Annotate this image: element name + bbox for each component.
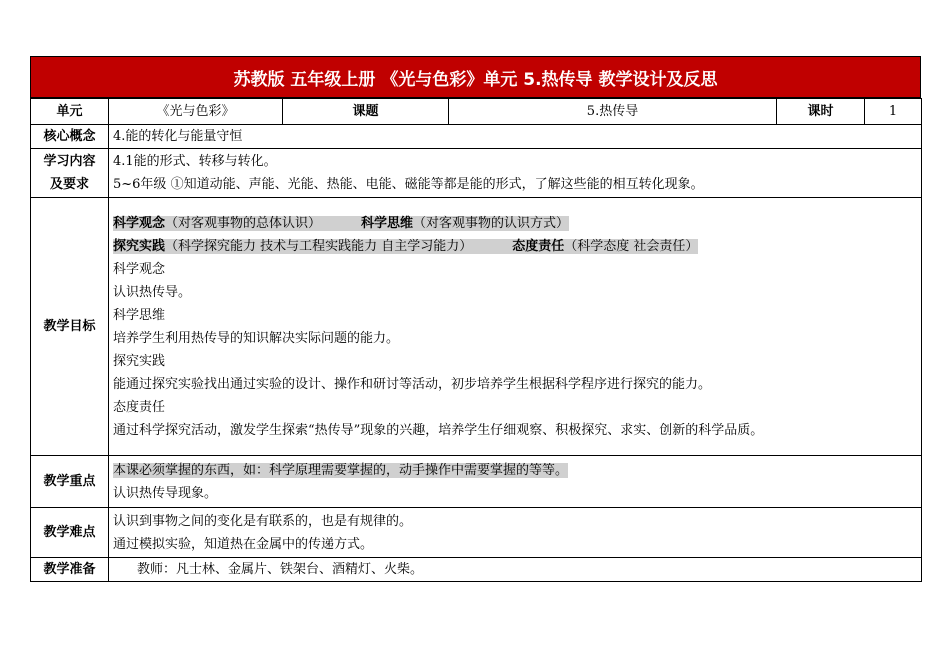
objective-heading: 科学观念 — [113, 261, 166, 277]
header-row — [31, 99, 922, 125]
preparation-value: 教师：凡士林、金属片、铁架台、酒精灯、火柴。 — [109, 558, 922, 582]
period-label: 课时 — [777, 99, 865, 125]
tag-thinking-bold: 科学思维 — [361, 215, 414, 231]
requirements-content — [109, 149, 922, 198]
objective-text: 认识热传导。 — [113, 284, 192, 300]
key-points-hint: 本课必须掌握的东西，如：科学原理需要掌握的，动手操作中需要掌握的等等。 — [113, 462, 569, 478]
objective-text: 培养学生利用热传导的知识解决实际问题的能力。 — [113, 330, 400, 346]
tag-concept-rest: （对客观事物的总体认识） — [165, 215, 322, 231]
lesson-plan-table — [30, 98, 922, 582]
lesson-plan-document — [30, 56, 921, 582]
objective-heading: 探究实践 — [113, 353, 166, 369]
objectives-tag-row1 — [113, 212, 917, 235]
unit-value: 《光与色彩》 — [109, 99, 283, 125]
requirements-row — [31, 149, 922, 198]
preparation-row — [31, 558, 922, 582]
key-points-label: 教学重点 — [31, 456, 109, 508]
objectives-row — [31, 198, 922, 456]
core-concept-row — [31, 125, 922, 149]
difficulties-content — [109, 508, 922, 558]
lesson-value: 5.热传导 — [449, 99, 777, 125]
requirements-label — [31, 149, 109, 198]
objective-text: 通过科学探究活动，激发学生探索“热传导”现象的兴趣，培养学生仔细观察、积极探究、求实、创新的科学品质。 — [113, 422, 764, 438]
core-concept-value: 4.能的转化与能量守恒 — [109, 125, 922, 149]
requirements-line2: 5~6年级 ①知道动能、声能、光能、热能、电能、磁能等都是能的形式，了解这些能的相互转化现象。 — [113, 177, 704, 192]
tag-concept-bold: 科学观念 — [113, 215, 166, 231]
objectives-tag-row2 — [113, 235, 917, 258]
lesson-label: 课题 — [283, 99, 449, 125]
unit-label: 单元 — [31, 99, 109, 125]
core-concept-label: 核心概念 — [31, 125, 109, 149]
document-title: 苏教版 五年级上册 《光与色彩》单元 5.热传导 教学设计及反思 — [233, 69, 718, 90]
difficulties-row — [31, 508, 922, 558]
tag-attitude-bold: 态度责任 — [512, 238, 565, 254]
objective-heading: 态度责任 — [113, 399, 166, 415]
tag-attitude-rest: （科学态度 社会责任） — [564, 238, 699, 254]
key-points-hint-line — [113, 459, 917, 482]
objectives-content — [109, 198, 922, 456]
requirements-line1: 4.1能的形式、转移与转化。 — [113, 154, 277, 169]
period-value: 1 — [865, 99, 922, 125]
difficulties-label: 教学难点 — [31, 508, 109, 558]
objective-text: 能通过探究实验找出通过实验的设计、操作和研讨等活动，初步培养学生根据科学程序进行探究的能力。 — [113, 376, 712, 392]
tag-practice-rest: （科学探究能力 技术与工程实践能力 自主学习能力） — [165, 238, 473, 254]
tag-thinking-rest: （对客观事物的认识方式） — [413, 215, 570, 231]
requirements-label-line1: 学习内容 — [43, 154, 96, 169]
key-points-row — [31, 456, 922, 508]
key-points-content — [109, 456, 922, 508]
preparation-label: 教学准备 — [31, 558, 109, 582]
objectives-tag-highlight — [113, 216, 569, 231]
requirements-label-line2: 及要求 — [49, 177, 89, 192]
objectives-tag-highlight — [113, 239, 698, 254]
difficulties-line2: 通过模拟实验，知道热在金属中的传递方式。 — [113, 536, 374, 552]
objective-heading: 科学思维 — [113, 307, 166, 323]
document-title-banner — [30, 56, 921, 98]
difficulties-line1: 认识到事物之间的变化是有联系的，也是有规律的。 — [113, 513, 413, 529]
objectives-label: 教学目标 — [31, 198, 109, 456]
tag-practice-bold: 探究实践 — [113, 238, 166, 254]
key-points-value: 认识热传导现象。 — [113, 485, 218, 501]
